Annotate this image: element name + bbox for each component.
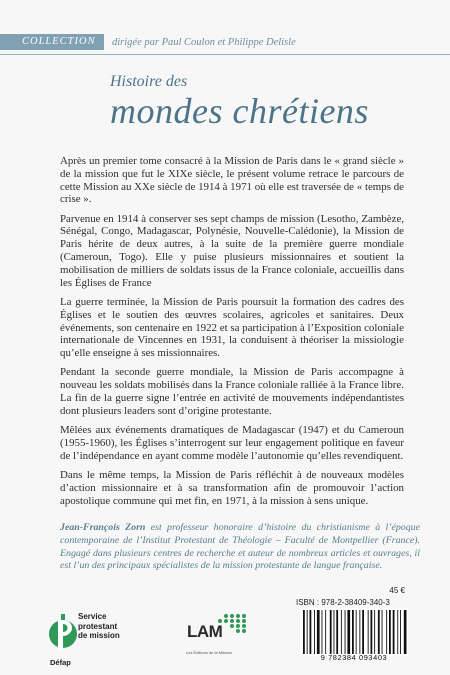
- header-rule: [0, 54, 450, 55]
- blurb-paragraph-4: Pendant la seconde guerre mondiale, la Mission de Paris accompagne à nouveau les soldats mobilisés dans la France coloniale ralliée à la France libre. La fin de la guerre signe l’entrée en activité de mouvements indépendantistes dont plusieurs leaders sont d’origine protestante.: [60, 366, 404, 417]
- price: 45 €: [389, 586, 405, 595]
- author-bio: [60, 522, 420, 573]
- defap-short-name: Défap: [50, 658, 71, 667]
- blurb-paragraph-6: Dans le même temps, la Mission de Paris réfléchit à de nouveaux modèles d’action missionnaire et à sa transformation afin de promouvoir l’action apostolique commune qui met fin, en 1971, à la mission à sens unique.: [60, 469, 404, 507]
- defap-full-name: Service protestant de mission: [78, 612, 120, 641]
- blurb-paragraph-1: Après un premier tome consacré à la Mission de Paris dans le « grand siècle » de la mission que fut le XIXe siècle, le présent volume retrace le parcours de cette Mission au XXe siècle de 1914 à 1971 où elle est traversée de « temps de crise ».: [60, 155, 404, 206]
- blurb-paragraph-3: La guerre terminée, la Mission de Paris poursuit la formation des cadres des Églises et le soutien des œuvres scolaires, agricoles et sanitaires. Deux événements, son centenaire en 1922 et sa participation à l’Exposition coloniale internationale de Vincennes en 1931, la conduisent à théoriser la missiologie qu’elle enseigne à ses missionnaires.: [60, 295, 404, 360]
- collection-label: COLLECTION: [0, 34, 104, 50]
- series-title-line1: Histoire des: [110, 73, 188, 90]
- author-name: Jean-François Zorn: [60, 522, 146, 533]
- barcode: [300, 608, 408, 656]
- author-bio-text: est professeur honoraire d’histoire du christianisme à l’époque contemporaine de l’Institut Protestant de Théologie – Faculté de Montpellier (France). Engagé dans plusieurs centres de recherche et auteur de nombreux articles et ouvrages, il est l’un des principaux spécialistes de la mission protestante de langue française.: [60, 522, 421, 572]
- collection-directors: dirigée par Paul Coulon et Philippe Delisle: [112, 36, 296, 48]
- blurb-paragraph-5: Mêlées aux événements dramatiques de Madagascar (1947) et du Cameroun (1955-1960), les Églises s’interrogent sur leur engagement politique en faveur de l’indépendance en ayant comme modèle l’autonomie qu’elles revendiquent.: [60, 424, 404, 462]
- blurb: [60, 155, 404, 514]
- blurb-paragraph-2: Parvenue en 1914 à conserver ses sept champs de mission (Lesotho, Zambèze, Sénégal, Congo, Madagascar, Polynésie, Nouvelle-Calédonie), la Mission de Paris hérite de deux autres, à la suite de la première guerre mondiale (Cameroun, Togo). Elle y puise plusieurs missionnaires et soutient la mobilisation de milliers de soldats issus de la France coloniale, accueillis dans les Églises de France: [60, 212, 404, 289]
- lam-name: LAM: [187, 622, 223, 641]
- barcode-number: 9 782384 093403: [320, 653, 388, 662]
- series-title-line2: mondes chrétiens: [110, 91, 369, 131]
- lam-subtitle: Les Éditions de la Mission: [186, 650, 233, 655]
- isbn: ISBN : 978-2-38409-340-3: [296, 598, 390, 607]
- collection-bar: [0, 34, 296, 50]
